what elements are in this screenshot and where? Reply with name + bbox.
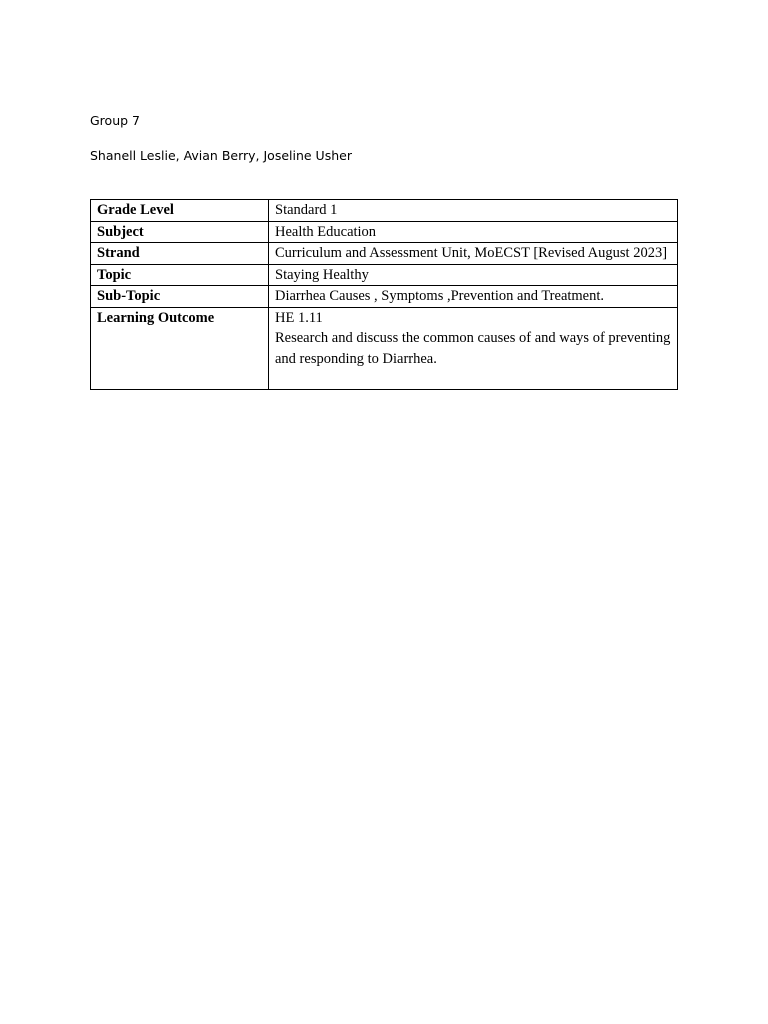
row-value: Curriculum and Assessment Unit, MoECST [Revised August 2023] xyxy=(269,243,678,265)
row-label: Learning Outcome xyxy=(91,307,269,389)
table-row xyxy=(91,264,678,286)
row-label: Grade Level xyxy=(91,200,269,222)
lesson-info-table xyxy=(90,199,678,390)
table-row xyxy=(91,286,678,308)
outcome-text: Research and discuss the common causes of and ways of preventing and responding to Diarrhea. xyxy=(275,330,671,367)
table-row xyxy=(91,243,678,265)
outcome-code: HE 1.11 xyxy=(275,309,323,326)
row-label: Sub-Topic xyxy=(91,286,269,308)
table-row xyxy=(91,221,678,243)
table-row xyxy=(91,200,678,222)
learning-outcome-cell xyxy=(269,307,678,389)
row-value: Health Education xyxy=(269,221,678,243)
row-value: Diarrhea Causes , Symptoms ,Prevention and Treatment. xyxy=(269,286,678,308)
group-label: Group 7 xyxy=(90,113,140,128)
row-value: Staying Healthy xyxy=(269,264,678,286)
row-value: Standard 1 xyxy=(269,200,678,222)
author-names: Shanell Leslie, Avian Berry, Joseline Usher xyxy=(90,148,352,163)
row-label: Topic xyxy=(91,264,269,286)
row-label: Subject xyxy=(91,221,269,243)
row-label: Strand xyxy=(91,243,269,265)
table-row-learning-outcome xyxy=(91,307,678,389)
